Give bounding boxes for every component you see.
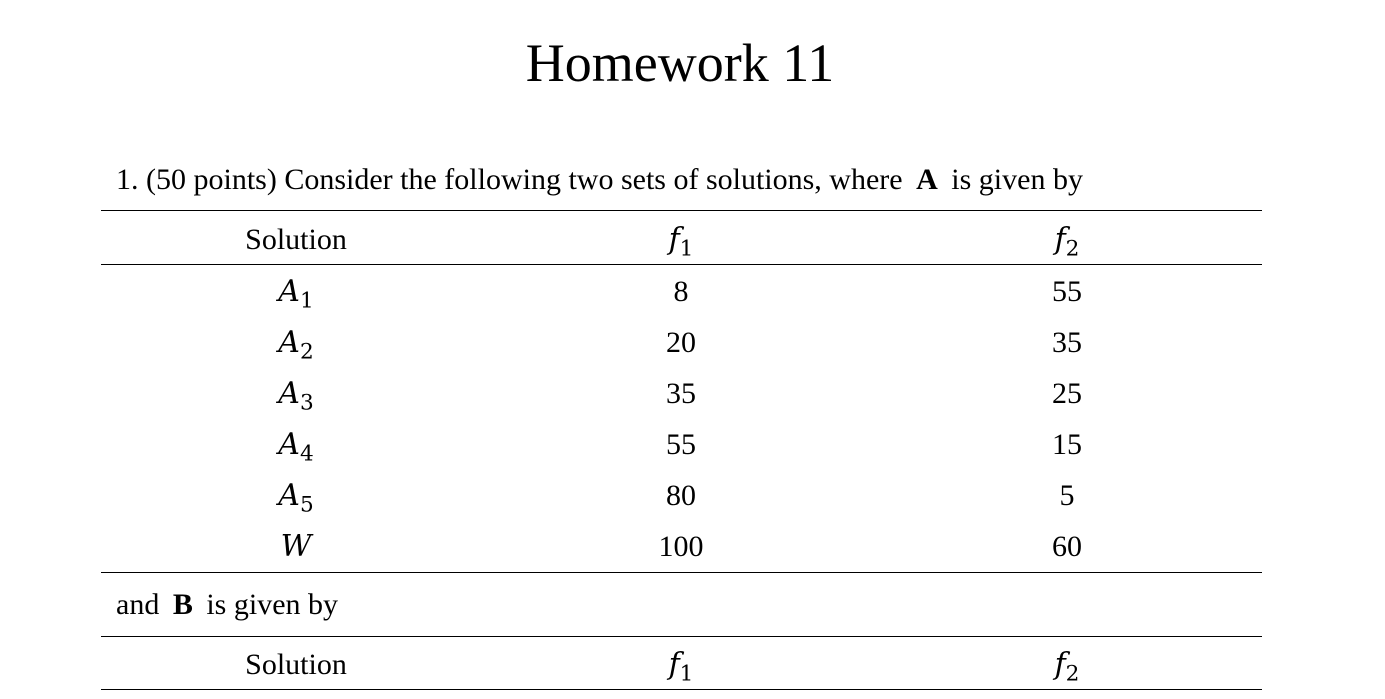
header-solution: Solution: [245, 648, 347, 681]
f2-value: 35: [1052, 326, 1082, 359]
table-row: [101, 368, 1262, 419]
problem-points: (50 points): [146, 163, 277, 196]
f2-value: 55: [1052, 275, 1082, 308]
header-f2: $f_2$: [1054, 222, 1080, 262]
f2-value: 5: [1059, 479, 1075, 512]
table-a-top-rule: [101, 210, 1262, 211]
given-by-text: is given by: [206, 588, 339, 621]
f2-value: 60: [1052, 530, 1082, 563]
header-f1: $f_1$: [668, 647, 694, 687]
f1-value: 35: [666, 377, 696, 410]
table-row: [101, 470, 1262, 521]
table-b-top-rule: [101, 636, 1262, 637]
problem-statement: [116, 160, 1083, 200]
table-b-header-row: [101, 639, 1262, 690]
problem-text-end: is given by: [951, 163, 1083, 196]
table-a-header-row: [101, 214, 1262, 265]
set-a-symbol: A: [916, 163, 938, 196]
set-b-symbol: B: [172, 588, 193, 621]
header-f2: $f_2$: [1054, 647, 1080, 687]
problem-number: 1.: [116, 163, 139, 196]
header-solution: Solution: [245, 223, 347, 256]
f2-value: 25: [1052, 377, 1082, 410]
f2-value: 15: [1052, 428, 1082, 461]
table-b-header-rule: [101, 689, 1262, 690]
set-b-intro: [116, 585, 338, 625]
table-a-bottom-rule: [101, 572, 1262, 573]
table-row: [101, 317, 1262, 368]
f1-value: 20: [666, 326, 696, 359]
solution-name: $A_2$: [278, 325, 314, 365]
f1-value: 80: [666, 479, 696, 512]
solution-name: $A_1$: [278, 274, 314, 314]
solution-name: $A_5$: [278, 478, 314, 518]
f1-value: 8: [673, 275, 689, 308]
table-row: [101, 419, 1262, 470]
solution-name: W: [280, 529, 312, 564]
f1-value: 100: [658, 530, 704, 563]
solution-name: $A_4$: [278, 427, 314, 467]
solution-name: $A_3$: [278, 376, 314, 416]
and-text: and: [116, 588, 160, 621]
table-row: [101, 521, 1262, 572]
f1-value: 55: [666, 428, 696, 461]
table-a-header-rule: [101, 264, 1262, 265]
table-row: [101, 266, 1262, 317]
problem-text: Consider the following two sets of solutions, where: [284, 163, 903, 196]
header-f1: $f_1$: [668, 222, 694, 262]
page-title: Homework 11: [525, 33, 835, 93]
